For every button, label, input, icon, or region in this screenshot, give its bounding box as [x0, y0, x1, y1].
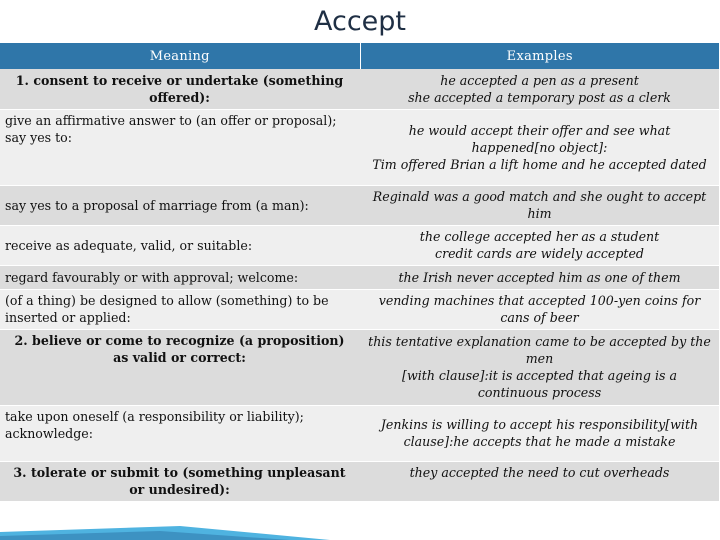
examples-cell: [360, 185, 719, 225]
table-row: [0, 461, 719, 501]
table-row: [0, 405, 719, 461]
meaning-cell: take upon oneself (a responsibility or liability); acknowledge:: [0, 405, 360, 461]
table-row: [0, 185, 719, 225]
example-text: [with clause]:it is accepted that ageing is a continuous process: [402, 368, 677, 400]
slide-title: Accept: [313, 6, 407, 37]
example-text: Reginald was a good match and she ought to accept him: [372, 189, 707, 221]
example-text: he accepted a pen as a present: [440, 72, 639, 88]
meaning-cell: receive as adequate, valid, or suitable:: [0, 225, 360, 265]
examples-cell: [360, 265, 719, 289]
meaning-column-header: Meaning: [0, 43, 360, 69]
meaning-cell: 2. believe or come to recognize (a proposition) as valid or correct:: [0, 329, 360, 405]
examples-cell: [360, 225, 719, 265]
example-text: Tim offered Brian a lift home and he accepted dated: [372, 156, 707, 172]
meaning-cell: regard favourably or with approval; welcome:: [0, 265, 360, 289]
meaning-cell: (of a thing) be designed to allow (something) to be inserted or applied:: [0, 289, 360, 329]
table-row: [0, 109, 719, 185]
examples-column-header: Examples: [360, 43, 719, 69]
example-text: he would accept their offer and see what happened[no object]:: [408, 122, 671, 155]
examples-cell: [360, 109, 719, 185]
stripe-shape: [0, 531, 290, 540]
table-header-row: [0, 43, 719, 69]
definitions-table: [0, 43, 719, 502]
table-row: [0, 265, 719, 289]
table-row: [0, 329, 719, 405]
meaning-cell: give an affirmative answer to (an offer or proposal); say yes to:: [0, 109, 360, 185]
example-text: they accepted the need to cut overheads: [409, 464, 670, 480]
table-row: [0, 69, 719, 109]
example-text: the college accepted her as a student: [419, 229, 660, 244]
table-row: [0, 225, 719, 265]
examples-cell: [360, 329, 719, 405]
stripe-shape: [0, 526, 330, 540]
examples-cell: [360, 69, 719, 109]
examples-cell: [360, 405, 719, 461]
example-text: this tentative explanation came to be accepted by the men: [368, 334, 711, 366]
example-text: vending machines that accepted 100-yen coins for cans of beer: [378, 293, 701, 325]
example-text: the Irish never accepted him as one of them: [398, 269, 681, 285]
decorative-stripe: [0, 522, 720, 540]
examples-cell: [360, 289, 719, 329]
example-text: she accepted a temporary post as a clerk: [408, 89, 671, 105]
table-row: [0, 289, 719, 329]
meaning-cell: say yes to a proposal of marriage from (a man):: [0, 185, 360, 225]
example-text: Jenkins is willing to accept his responsibility[with clause]:he accepts that he made a mistake: [380, 417, 699, 449]
example-text: credit cards are widely accepted: [435, 246, 644, 261]
examples-cell: [360, 461, 719, 501]
meaning-cell: 1. consent to receive or undertake (something offered):: [0, 69, 360, 109]
meaning-cell: 3. tolerate or submit to (something unpleasant or undesired):: [0, 461, 360, 501]
